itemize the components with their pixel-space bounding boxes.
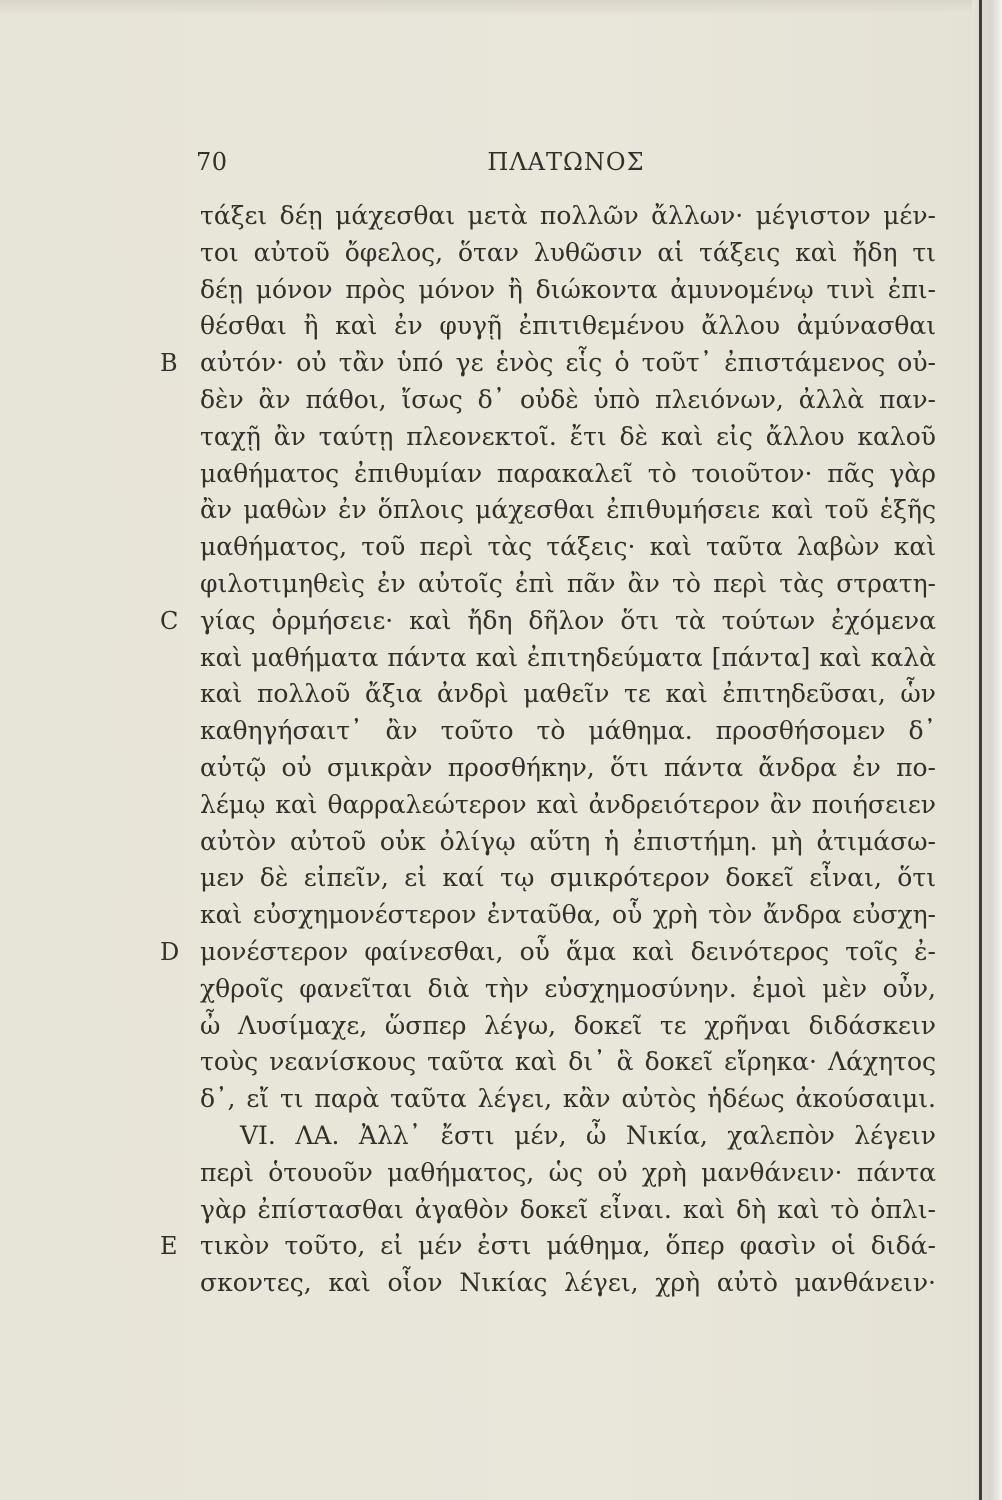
line-text: μεν δὲ εἰπεῖν, εἰ καί τῳ σμικρότερον δοκεῖ εἶναι, ὅτι xyxy=(200,863,936,893)
text-line xyxy=(200,566,936,603)
line-text: αὐτόν· οὐ τἂν ὑπό γε ἑνὸς εἷς ὁ τοῦτ᾽ ἐπιστάμενος οὐ- xyxy=(200,348,936,378)
line-text: ὦ Λυσίμαχε, ὥσπερ λέγω, δοκεῖ τε χρῆναι διδάσκειν xyxy=(200,1010,936,1040)
running-title: ΠΛΑΤΩΝΟΣ xyxy=(487,148,645,176)
page-right-edge xyxy=(972,0,1002,1500)
text-line xyxy=(200,1192,936,1229)
text-line xyxy=(200,750,936,787)
text-line xyxy=(200,860,936,897)
line-text: καὶ εὐσχημονέστερον ἐνταῦθα, οὗ χρὴ τὸν ἄνδρα εὐσχη- xyxy=(200,900,936,930)
line-text: δὲν ἂν πάθοι, ἴσως δ᾽ οὐδὲ ὑπὸ πλειόνων, ἀλλὰ παν- xyxy=(200,384,936,414)
line-text: τικὸν τοῦτο, εἰ μέν ἐστι μάθημα, ὅπερ φασὶν οἱ διδά- xyxy=(200,1231,936,1261)
stephanus-marker: C xyxy=(160,606,179,635)
line-text: γίας ὁρμήσειε· καὶ ἤδη δῆλον ὅτι τὰ τούτων ἐχόμενα xyxy=(200,605,936,635)
page-number: 70 xyxy=(196,148,228,176)
stephanus-marker: B xyxy=(160,349,178,378)
text-line xyxy=(200,676,936,713)
line-text: ἂν μαθὼν ἐν ὅπλοις μάχεσθαι ἐπιθυμήσειε καὶ τοῦ ἑξῆς xyxy=(200,495,936,525)
line-text: τοὺς νεανίσκους ταῦτα καὶ δι᾽ ἃ δοκεῖ εἴρηκα· Λάχητος xyxy=(200,1047,936,1077)
line-text: φιλοτιμηθεὶς ἐν αὐτοῖς ἐπὶ πᾶν ἂν τὸ περὶ τὰς στρατη- xyxy=(200,568,936,598)
line-text: δέῃ μόνον πρὸς μόνον ἢ διώκοντα ἀμυνομένῳ τινὶ ἐπι- xyxy=(200,274,936,304)
line-text: δ᾽, εἴ τι παρὰ ταῦτα λέγει, κἂν αὐτὸς ἡδέως ἀκούσαιμι. xyxy=(200,1084,936,1114)
text-line xyxy=(200,1155,936,1192)
page-top-edge xyxy=(0,0,1002,14)
line-text: μαθήματος ἐπιθυμίαν παρακαλεῖ τὸ τοιοῦτον· πᾶς γὰρ xyxy=(200,458,936,488)
line-text: VI. ΛΑ. Ἀλλ᾽ ἔστι μέν, ὦ Νικία, χαλεπὸν λέγειν xyxy=(240,1120,936,1150)
stephanus-marker: D xyxy=(160,937,180,966)
line-text: μαθήματος, τοῦ περὶ τὰς τάξεις· καὶ ταῦτα λαβὼν καὶ xyxy=(200,532,936,562)
line-text: περὶ ὁτουοῦν μαθήματος, ὡς οὐ χρὴ μανθάνειν· πάντα xyxy=(200,1157,936,1187)
line-text: τοι αὐτοῦ ὄφελος, ὅταν λυθῶσιν αἱ τάξεις καὶ ἤδη τι xyxy=(200,237,936,267)
text-line xyxy=(200,713,936,750)
text-line xyxy=(160,345,936,382)
line-text: γὰρ ἐπίστασθαι ἀγαθὸν δοκεῖ εἶναι. καὶ δὴ καὶ τὸ ὁπλι- xyxy=(200,1194,936,1224)
text-line xyxy=(200,824,936,861)
text-line xyxy=(200,787,936,824)
page-header xyxy=(196,148,936,182)
line-text: ταχῇ ἂν ταύτῃ πλεονεκτοῖ. ἔτι δὲ καὶ εἰς ἄλλου καλοῦ xyxy=(200,421,936,451)
text-line xyxy=(200,198,936,235)
text-line xyxy=(200,456,936,493)
text-line xyxy=(160,603,936,640)
text-line xyxy=(200,1118,936,1155)
line-text: καθηγήσαιτ᾽ ἂν τοῦτο τὸ μάθημα. προσθήσομεν δ᾽ xyxy=(200,716,936,746)
line-text: λέμῳ καὶ θαρραλεώτερον καὶ ἀνδρειότερον ἂν ποιήσειεν xyxy=(200,789,936,819)
text-line xyxy=(200,897,936,934)
text-line xyxy=(200,971,936,1008)
binding-line xyxy=(979,0,982,1500)
line-text: θέσθαι ἢ καὶ ἐν φυγῇ ἐπιτιθεμένου ἄλλου ἀμύνασθαι xyxy=(200,311,936,341)
line-text: αὐτῷ οὐ σμικρὰν προσθήκην, ὅτι πάντα ἄνδρα ἐν πο- xyxy=(200,752,936,782)
text-line xyxy=(200,382,936,419)
text-line xyxy=(200,419,936,456)
text-line xyxy=(200,640,936,677)
text-line xyxy=(200,235,936,272)
text-line xyxy=(200,1081,936,1118)
text-line xyxy=(200,529,936,566)
line-text: μονέστερον φαίνεσθαι, οὗ ἅμα καὶ δεινότερος τοῖς ἐ- xyxy=(200,936,936,966)
text-line xyxy=(200,272,936,309)
text-line xyxy=(200,492,936,529)
greek-text-block xyxy=(160,198,936,1302)
line-text: αὐτὸν αὐτοῦ οὐκ ὀλίγῳ αὕτη ἡ ἐπιστήμη. μὴ ἀτιμάσω- xyxy=(200,826,936,856)
line-text: καὶ πολλοῦ ἄξια ἀνδρὶ μαθεῖν τε καὶ ἐπιτηδεῦσαι, ὧν xyxy=(200,679,936,709)
line-text: καὶ μαθήματα πάντα καὶ ἐπιτηδεύματα [πάντα] καὶ καλὰ xyxy=(200,642,936,672)
text-line xyxy=(200,1044,936,1081)
line-text: χθροῖς φανεῖται διὰ τὴν εὐσχημοσύνην. ἐμοὶ μὲν οὖν, xyxy=(200,973,936,1003)
line-text: τάξει δέῃ μάχεσθαι μετὰ πολλῶν ἄλλων· μέγιστον μέν- xyxy=(200,201,936,230)
text-line xyxy=(160,1228,936,1265)
text-line xyxy=(200,308,936,345)
text-line xyxy=(200,1265,936,1302)
text-line xyxy=(160,934,936,971)
stephanus-marker: E xyxy=(160,1232,178,1261)
line-text: σκοντες, καὶ οἷον Νικίας λέγει, χρὴ αὐτὸ μανθάνειν· xyxy=(200,1268,936,1298)
text-line xyxy=(200,1008,936,1045)
